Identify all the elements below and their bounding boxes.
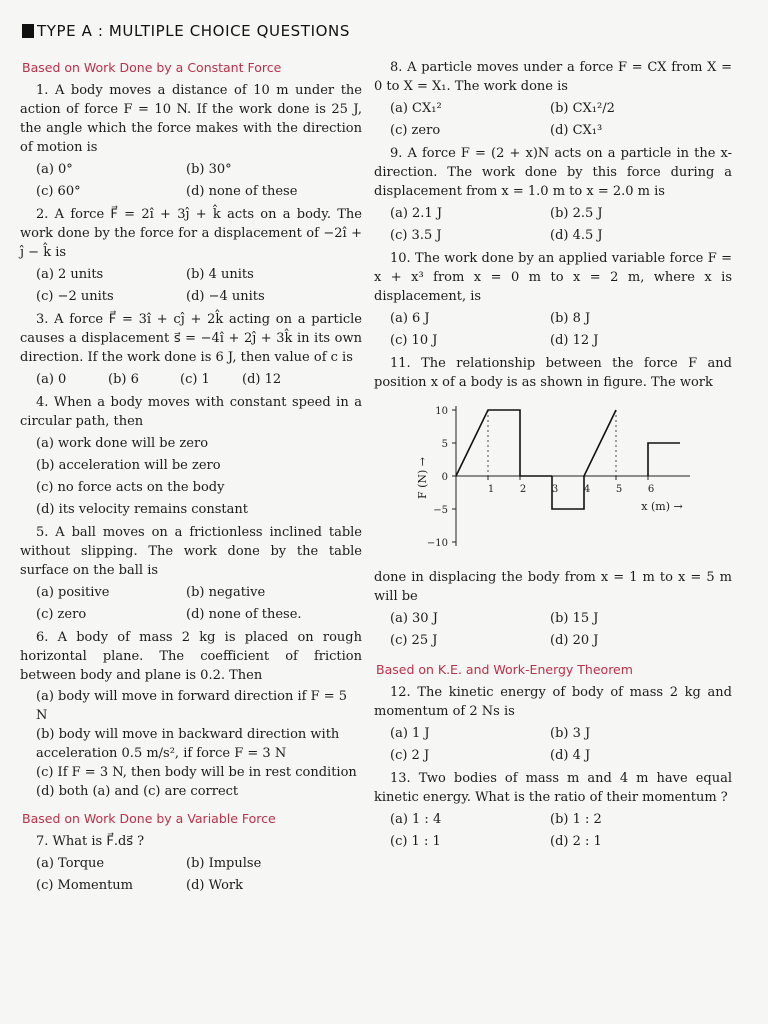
option-a[interactable]: (a) 2 units xyxy=(36,267,104,282)
question-3-options xyxy=(36,369,362,391)
question-10-options xyxy=(390,308,732,352)
option-a[interactable]: (a) 1 : 4 xyxy=(390,812,442,827)
option-b[interactable]: (b) 2.5 J xyxy=(550,206,603,221)
heading-text: TYPE A : MULTIPLE CHOICE QUESTIONS xyxy=(37,22,350,40)
right-column xyxy=(374,58,732,855)
option-c[interactable]: (c) 1 : 1 xyxy=(390,834,441,849)
option-c[interactable]: (c) 10 J xyxy=(390,333,438,348)
option-a[interactable]: (a) CX₁² xyxy=(390,101,442,116)
y-tick-label: 10 xyxy=(435,406,448,417)
option-d[interactable]: (d) CX₁³ xyxy=(550,123,603,138)
option-c[interactable]: (c) If F = 3 N, then body will be in rest condition xyxy=(36,765,357,780)
option-b[interactable]: (b) Impulse xyxy=(186,856,262,871)
question-1-options xyxy=(36,159,362,203)
option-a[interactable]: (a) work done will be zero xyxy=(36,436,209,451)
option-b[interactable]: (b) negative xyxy=(186,585,266,600)
option-b[interactable]: (b) 30° xyxy=(186,162,232,177)
question-8: 8. A particle moves under a force F = CX from X = 0 to X = X₁. The work done is xyxy=(374,60,732,94)
force-segment-2 xyxy=(552,410,616,509)
force-segment-3 xyxy=(648,443,680,476)
question-11-continued: done in displacing the body from x = 1 m to x = 5 m will be xyxy=(374,570,732,604)
force-segment-1 xyxy=(456,410,552,476)
option-b[interactable]: (b) 4 units xyxy=(186,267,254,282)
x-tick-label: 6 xyxy=(647,484,655,495)
option-a[interactable]: (a) 6 J xyxy=(390,311,430,326)
question-13-options xyxy=(390,809,732,853)
option-a[interactable]: (a) 1 J xyxy=(390,726,430,741)
question-10: 10. The work done by an applied variable force F = x + x³ from x = 0 m to x = 2 m, where x is displacement, is xyxy=(374,251,732,304)
question-5-options xyxy=(36,582,362,626)
option-a[interactable]: (a) Torque xyxy=(36,856,105,871)
option-b[interactable]: (b) 3 J xyxy=(550,726,591,741)
option-c[interactable]: (c) −2 units xyxy=(36,289,114,304)
option-d[interactable]: (d) 4 J xyxy=(550,748,591,763)
question-6-options xyxy=(36,687,362,801)
option-b[interactable]: (b) body will move in backward direction with acceleration 0.5 m/s², if force F = 3 N xyxy=(36,727,340,761)
option-d[interactable]: (d) none of these. xyxy=(186,607,302,622)
section-heading-constant: Based on Work Done by a Constant Force xyxy=(22,60,282,75)
question-4-options xyxy=(36,433,362,521)
option-a[interactable]: (a) 0 xyxy=(36,372,67,387)
question-1: 1. A body moves a distance of 10 m under the action of force F = 10 N. If the work done is 25 J, the angle which the force makes with the direction of motion is xyxy=(20,83,362,155)
y-tick-label: 5 xyxy=(441,439,448,450)
question-7-options xyxy=(36,853,362,897)
question-8-options xyxy=(390,98,732,142)
section-heading-variable: Based on Work Done by a Variable Force xyxy=(22,811,276,826)
section-heading-ke: Based on K.E. and Work-Energy Theorem xyxy=(376,662,633,677)
x-tick-label: 5 xyxy=(615,484,623,495)
option-c[interactable]: (c) 3.5 J xyxy=(390,228,442,243)
question-2-options xyxy=(36,264,362,308)
question-11-options xyxy=(390,608,732,652)
option-c[interactable]: (c) 2 J xyxy=(390,748,430,763)
question-9-options xyxy=(390,203,732,247)
question-11: 11. The relationship between the force F and position x of a body is as shown in figure. The work xyxy=(374,356,732,390)
y-tick-label: −10 xyxy=(426,538,448,549)
option-d[interactable]: (d) both (a) and (c) are correct xyxy=(36,784,239,799)
x-tick-label: 3 xyxy=(551,484,559,495)
option-b[interactable]: (b) acceleration will be zero xyxy=(36,458,221,473)
option-d[interactable]: (d) 12 J xyxy=(550,333,599,348)
force-position-graph xyxy=(374,396,732,566)
option-d[interactable]: (d) 2 : 1 xyxy=(550,834,602,849)
option-a[interactable]: (a) 30 J xyxy=(390,611,438,626)
option-c[interactable]: (c) 1 xyxy=(180,372,210,387)
y-axis-label: F (N) → xyxy=(416,456,429,500)
option-b[interactable]: (b) 6 xyxy=(108,372,139,387)
question-12-options xyxy=(390,723,732,767)
option-c[interactable]: (c) zero xyxy=(36,607,87,622)
question-7: 7. What is F⃗.ds⃗ ? xyxy=(36,834,145,849)
option-c[interactable]: (c) no force acts on the body xyxy=(36,480,225,495)
option-a[interactable]: (a) body will move in forward direction if F = 5 N xyxy=(36,689,348,723)
option-b[interactable]: (b) 8 J xyxy=(550,311,591,326)
question-12: 12. The kinetic energy of body of mass 2 kg and momentum of 2 Ns is xyxy=(374,685,732,719)
question-3: 3. A force F⃗ = 3î + cĵ + 2k̂ acting on a particle causes a displacement s⃗ = −4î + 2ĵ + 3k̂ in its own direction. If the work done is 6 J, then value of c is xyxy=(20,312,362,365)
option-a[interactable]: (a) 0° xyxy=(36,162,73,177)
option-d[interactable]: (d) −4 units xyxy=(186,289,265,304)
question-13: 13. Two bodies of mass m and 4 m have equal kinetic energy. What is the ratio of their momentum ? xyxy=(374,771,732,805)
x-tick-label: 4 xyxy=(583,484,591,495)
page-heading xyxy=(22,22,350,40)
option-c[interactable]: (c) zero xyxy=(390,123,441,138)
option-d[interactable]: (d) none of these xyxy=(186,184,298,199)
option-b[interactable]: (b) CX₁²/2 xyxy=(550,101,615,116)
option-c[interactable]: (c) 25 J xyxy=(390,633,438,648)
y-tick-label: −5 xyxy=(433,505,448,516)
x-tick-label: 1 xyxy=(487,484,495,495)
option-d[interactable]: (d) 4.5 J xyxy=(550,228,603,243)
option-d[interactable]: (d) 20 J xyxy=(550,633,599,648)
option-c[interactable]: (c) 60° xyxy=(36,184,81,199)
option-d[interactable]: (d) 12 xyxy=(242,372,282,387)
x-axis-label: x (m) → xyxy=(641,500,683,513)
option-a[interactable]: (a) 2.1 J xyxy=(390,206,443,221)
option-a[interactable]: (a) positive xyxy=(36,585,110,600)
question-5: 5. A ball moves on a frictionless inclined table without slipping. The work done by the table surface on the ball is xyxy=(20,525,362,578)
question-6: 6. A body of mass 2 kg is placed on rough horizontal plane. The coefficient of friction between body and plane is 0.2. Then xyxy=(20,630,362,683)
left-column xyxy=(20,58,362,899)
y-tick-label: 0 xyxy=(441,472,448,483)
question-4: 4. When a body moves with constant speed in a circular path, then xyxy=(20,395,362,429)
x-tick-label: 2 xyxy=(519,484,527,495)
option-b[interactable]: (b) 15 J xyxy=(550,611,599,626)
option-b[interactable]: (b) 1 : 2 xyxy=(550,812,602,827)
option-d[interactable]: (d) Work xyxy=(186,878,243,893)
heading-marker xyxy=(22,24,34,38)
option-c[interactable]: (c) Momentum xyxy=(36,878,134,893)
question-9: 9. A force F = (2 + x)N acts on a particle in the x-direction. The work done by this force during a displacement from x = 1.0 m to x = 2.0 m is xyxy=(374,146,732,199)
option-d[interactable]: (d) its velocity remains constant xyxy=(36,502,248,517)
question-2: 2. A force F⃗ = 2î + 3ĵ + k̂ acts on a body. The work done by the force for a displacement of −2î + ĵ − k̂ is xyxy=(20,207,362,260)
